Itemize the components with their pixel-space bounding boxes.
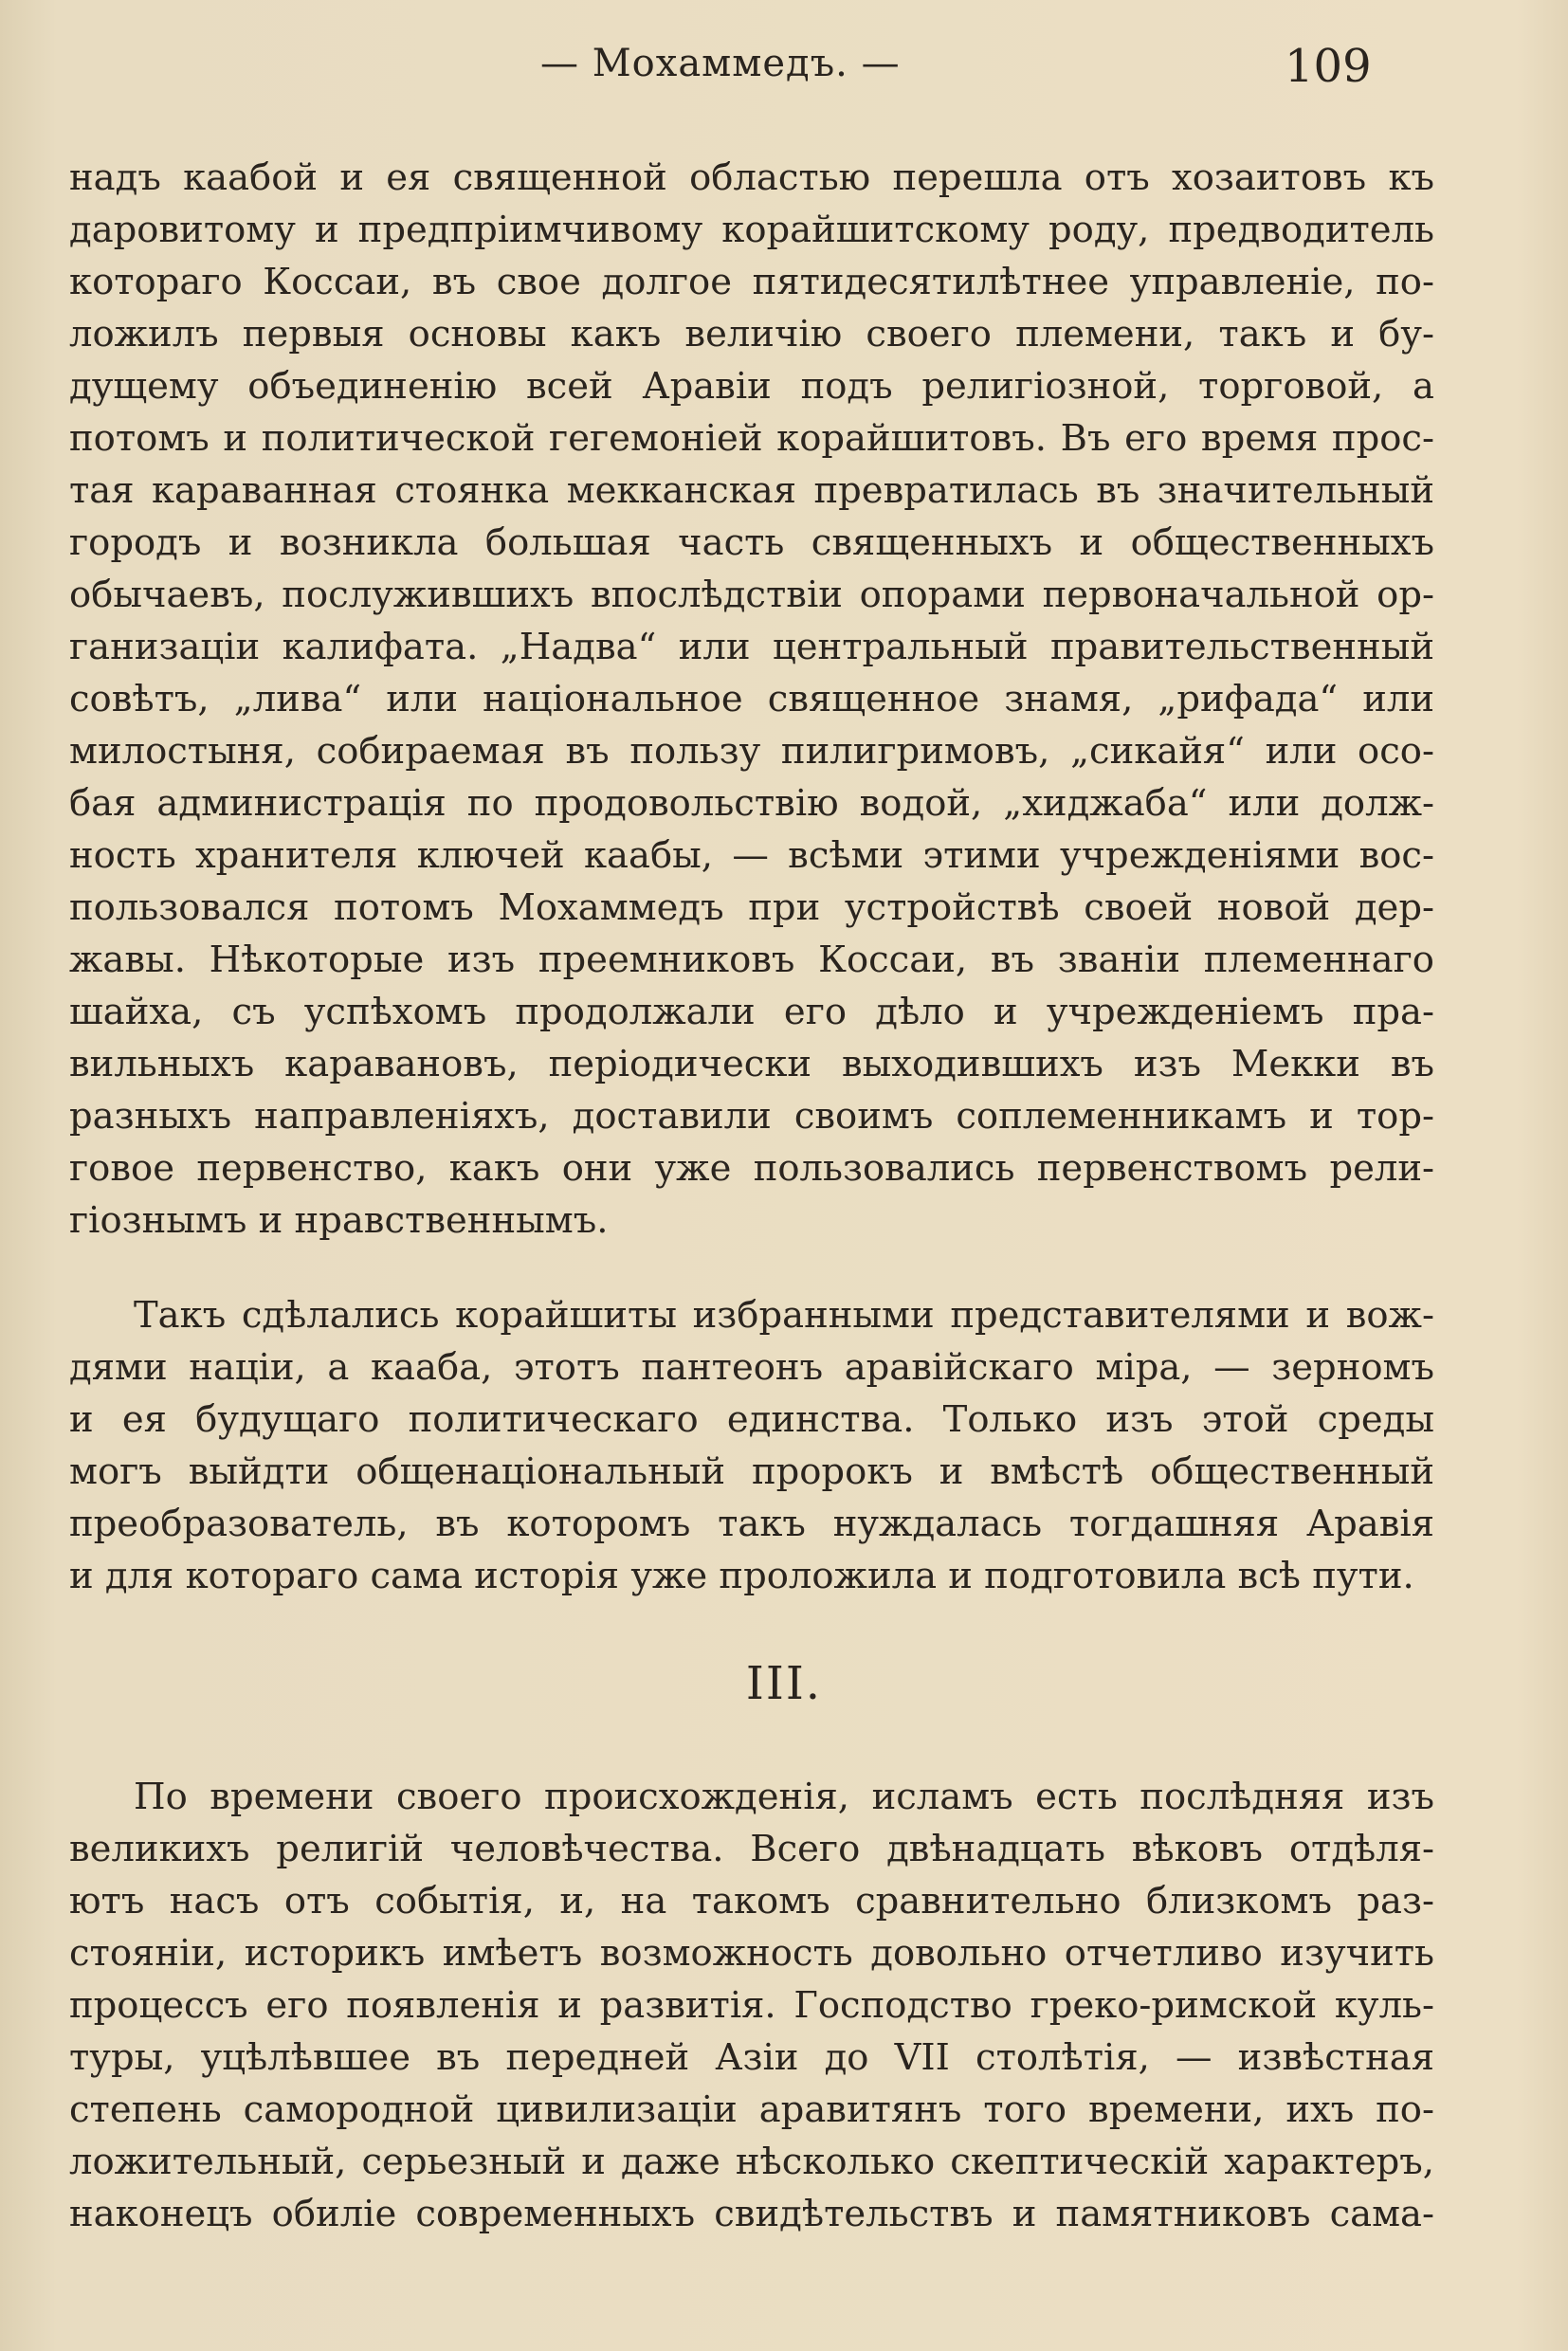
text-line: потомъ и политической гегемоніей корайшитовъ. Въ его время прос- xyxy=(69,417,1434,460)
paragraph-2 xyxy=(69,1289,1434,1602)
text-line: великихъ религій человѣчества. Всего двѣнадцать вѣковъ отдѣля- xyxy=(69,1828,1434,1870)
text-line: ложительный, серьезный и даже нѣсколько скептическій характеръ, xyxy=(69,2141,1434,2183)
page-number: 109 xyxy=(1285,40,1372,93)
text-line: милостыня, собираемая въ пользу пилигримовъ, „сикайя“ или осо- xyxy=(69,730,1434,773)
text-line: жавы. Нѣкоторые изъ преемниковъ Коссаи, въ званіи племеннаго xyxy=(69,939,1434,981)
text-line: городъ и возникла большая часть священныхъ и общественныхъ xyxy=(69,521,1434,564)
text-line: Такъ сдѣлались корайшиты избранными представителями и вож- xyxy=(134,1294,1434,1337)
running-head-title: — Мохаммедъ. — xyxy=(540,42,901,85)
running-head xyxy=(0,42,1568,108)
text-line: и ея будущаго политическаго единства. Только изъ этой среды xyxy=(69,1398,1434,1441)
text-line: разныхъ направленіяхъ, доставили своимъ соплеменникамъ и тор- xyxy=(69,1095,1434,1138)
text-line: ность хранителя ключей каабы, — всѣми этими учрежденіями вос- xyxy=(69,834,1434,877)
text-line: совѣтъ, „лива“ или національное священное знамя, „рифада“ или xyxy=(69,678,1434,720)
text-line: дями націи, а кааба, этотъ пантеонъ аравійскаго міра, — зерномъ xyxy=(69,1346,1434,1389)
text-line: обычаевъ, послужившихъ впослѣдствіи опорами первоначальной ор- xyxy=(69,574,1434,616)
text-line: и для котораго сама исторія уже проложила и подготовила всѣ пути. xyxy=(69,1555,1414,1597)
text-line: могъ выйдти общенаціональный пророкъ и вмѣстѣ общественный xyxy=(69,1450,1434,1493)
text-line: наконецъ обиліе современныхъ свидѣтельствъ и памятниковъ сама- xyxy=(69,2193,1434,2235)
text-line: ютъ насъ отъ событія, и, на такомъ сравнительно близкомъ раз- xyxy=(69,1880,1434,1923)
text-line: тая караванная стоянка мекканская превратилась въ значительный xyxy=(69,469,1434,512)
text-line: даровитому и предпріимчивому корайшитскому роду, предводитель xyxy=(69,209,1434,251)
text-line: бая администрація по продовольствію водой, „хиджаба“ или долж- xyxy=(69,782,1434,825)
paragraph-1 xyxy=(69,152,1434,1247)
text-line: степень самородной цивилизаціи аравитянъ того времени, ихъ по- xyxy=(69,2088,1434,2131)
text-line: стояніи, историкъ имѣетъ возможность довольно отчетливо изучить xyxy=(69,1932,1434,1975)
text-line: процессъ его появленія и развитія. Господство греко-римской куль- xyxy=(69,1984,1434,2027)
text-line: По времени своего происхожденія, исламъ есть послѣдняя изъ xyxy=(134,1776,1434,1818)
text-line: ложилъ первыя основы какъ величію своего племени, такъ и бу- xyxy=(69,313,1434,355)
text-line: туры, уцѣлѣвшее въ передней Азіи до VII столѣтія, — извѣстная xyxy=(69,2036,1434,2079)
paragraph-3 xyxy=(69,1771,1434,2240)
text-line: пользовался потомъ Мохаммедъ при устройствѣ своей новой дер- xyxy=(69,886,1434,929)
text-line: надъ каабой и ея священной областью перешла отъ хозаитовъ къ xyxy=(69,156,1434,199)
text-line: шайха, съ успѣхомъ продолжали его дѣло и учрежденіемъ пра- xyxy=(69,991,1434,1033)
text-line: ганизаціи калифата. „Надва“ или центральный правительственный xyxy=(69,626,1434,668)
text-line: котораго Коссаи, въ свое долгое пятидесятилѣтнее управленіе, по- xyxy=(69,261,1434,303)
text-line: дущему объединенію всей Аравіи подъ религіозной, торговой, а xyxy=(69,365,1434,408)
section-heading: III. xyxy=(745,1657,823,1710)
text-line: говое первенство, какъ они уже пользовались первенствомъ рели- xyxy=(69,1147,1434,1190)
text-line: вильныхъ каравановъ, періодически выходившихъ изъ Мекки въ xyxy=(69,1043,1434,1085)
text-line: преобразователь, въ которомъ такъ нуждалась тогдашняя Аравія xyxy=(69,1503,1434,1545)
text-line: гіознымъ и нравственнымъ. xyxy=(69,1199,609,1242)
